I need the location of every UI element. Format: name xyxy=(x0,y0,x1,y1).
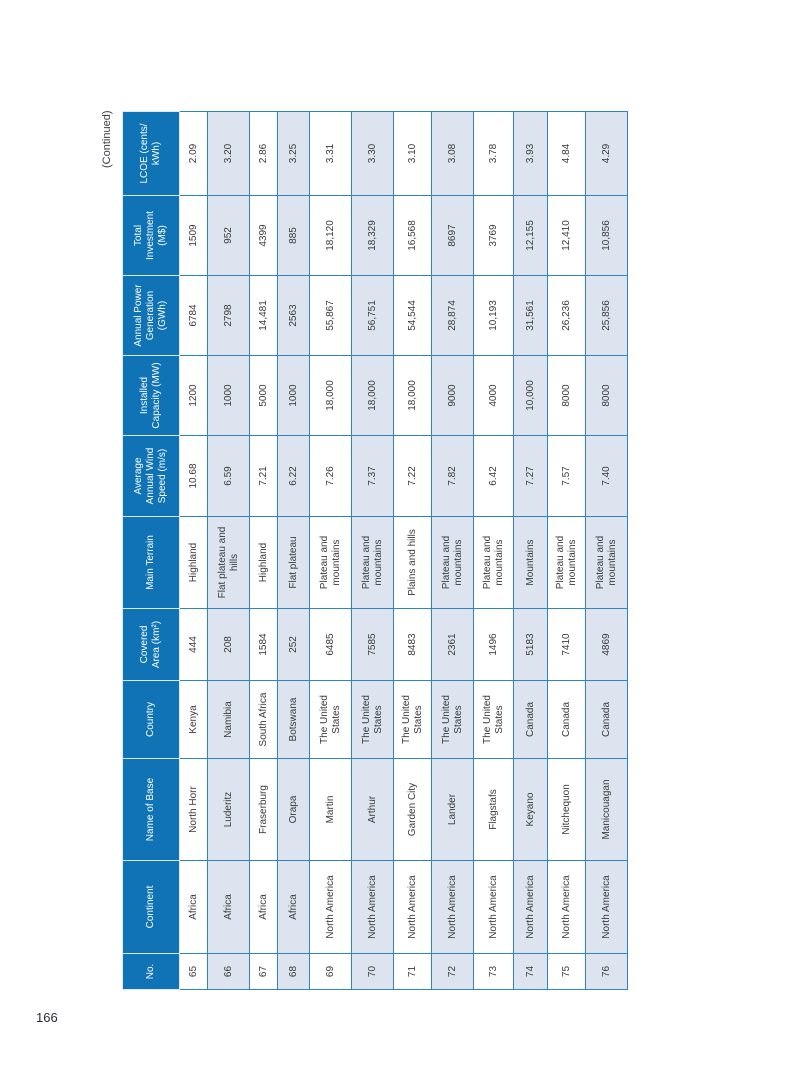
table-cell: 5183 xyxy=(514,609,548,681)
table-cell: 3.08 xyxy=(432,112,474,196)
table-cell: 6485 xyxy=(310,609,352,681)
table-row xyxy=(310,112,352,990)
table-cell: 8697 xyxy=(432,196,474,276)
table-cell: 1584 xyxy=(250,609,278,681)
table-cell: 16,568 xyxy=(394,196,432,276)
table-cell: 7.26 xyxy=(310,436,352,517)
table-cell: Botswana xyxy=(278,681,310,759)
table-row xyxy=(548,112,586,990)
table-cell: Plains and hills xyxy=(394,517,432,609)
table-cell: 71 xyxy=(394,954,432,990)
column-header: LCOE (cents/ kWh) xyxy=(123,112,180,196)
table-row xyxy=(394,112,432,990)
table-cell: Flagstafs xyxy=(474,759,514,861)
table-cell: 4869 xyxy=(586,609,628,681)
table-cell: 2.09 xyxy=(180,112,208,196)
table-cell: 885 xyxy=(278,196,310,276)
table-cell: North America xyxy=(548,861,586,954)
rotated-table-container xyxy=(122,112,626,990)
table-cell: Garden City xyxy=(394,759,432,861)
table-cell: 31,561 xyxy=(514,276,548,356)
table-cell: Manicouagan xyxy=(586,759,628,861)
table-cell: 10,000 xyxy=(514,356,548,436)
table-cell: 4.84 xyxy=(548,112,586,196)
table-cell: The United States xyxy=(474,681,514,759)
table-cell: 252 xyxy=(278,609,310,681)
table-cell: 6.22 xyxy=(278,436,310,517)
table-cell: 66 xyxy=(208,954,250,990)
table-cell: North America xyxy=(352,861,394,954)
table-cell: Plateau and mountains xyxy=(474,517,514,609)
table-cell: Africa xyxy=(278,861,310,954)
table-cell: 9000 xyxy=(432,356,474,436)
table-cell: South Africa xyxy=(250,681,278,759)
column-header: Annual Power Generation (GWh) xyxy=(123,276,180,356)
table-cell: 26,236 xyxy=(548,276,586,356)
table-cell: Plateau and mountains xyxy=(310,517,352,609)
table-cell: 3.31 xyxy=(310,112,352,196)
table-cell: 7.40 xyxy=(586,436,628,517)
table-cell: Kenya xyxy=(180,681,208,759)
table-cell: 55,867 xyxy=(310,276,352,356)
table-cell: Africa xyxy=(250,861,278,954)
table-cell: The United States xyxy=(432,681,474,759)
table-cell: Highland xyxy=(180,517,208,609)
table-cell: North America xyxy=(310,861,352,954)
table-cell: Africa xyxy=(208,861,250,954)
table-cell: Canada xyxy=(514,681,548,759)
column-header: Main Terrain xyxy=(123,517,180,609)
table-row xyxy=(278,112,310,990)
table-cell: 67 xyxy=(250,954,278,990)
table-cell: 4399 xyxy=(250,196,278,276)
table-cell: The United States xyxy=(310,681,352,759)
column-header: Name of Base xyxy=(123,759,180,861)
table-cell: 3.78 xyxy=(474,112,514,196)
table-cell: 7.27 xyxy=(514,436,548,517)
table-cell: 75 xyxy=(548,954,586,990)
table-header-row xyxy=(123,112,180,990)
table-row xyxy=(514,112,548,990)
table-cell: Namibia xyxy=(208,681,250,759)
table-cell: 18,120 xyxy=(310,196,352,276)
table-cell: 7.21 xyxy=(250,436,278,517)
table-cell: 2361 xyxy=(432,609,474,681)
table-cell: 6.42 xyxy=(474,436,514,517)
table-cell: Arthur xyxy=(352,759,394,861)
table-cell: 3.30 xyxy=(352,112,394,196)
table-cell: 76 xyxy=(586,954,628,990)
table-cell: 3.10 xyxy=(394,112,432,196)
table-cell: 6.59 xyxy=(208,436,250,517)
table-row xyxy=(208,112,250,990)
table-cell: 8000 xyxy=(586,356,628,436)
table-cell: 72 xyxy=(432,954,474,990)
table-cell: 7.57 xyxy=(548,436,586,517)
table-row xyxy=(586,112,628,990)
table-cell: 5000 xyxy=(250,356,278,436)
table-cell: Africa xyxy=(180,861,208,954)
column-header: No. xyxy=(123,954,180,990)
table-cell: 12,410 xyxy=(548,196,586,276)
table-cell: Plateau and mountains xyxy=(586,517,628,609)
table-cell: 2563 xyxy=(278,276,310,356)
table-cell: Keyano xyxy=(514,759,548,861)
table-cell: 7585 xyxy=(352,609,394,681)
page-number: 166 xyxy=(36,1010,58,1025)
table-cell: 2.86 xyxy=(250,112,278,196)
column-header: Total Investment (M$) xyxy=(123,196,180,276)
table-rotation-inner xyxy=(122,112,626,990)
table-cell: Plateau and mountains xyxy=(352,517,394,609)
table-cell: North America xyxy=(432,861,474,954)
table-cell: 10,856 xyxy=(586,196,628,276)
table-row xyxy=(474,112,514,990)
column-header: Continent xyxy=(123,861,180,954)
table-cell: North America xyxy=(514,861,548,954)
table-cell: 56,751 xyxy=(352,276,394,356)
table-cell: Luderitz xyxy=(208,759,250,861)
table-cell: 69 xyxy=(310,954,352,990)
table-cell: 3.20 xyxy=(208,112,250,196)
table-cell: 18,000 xyxy=(352,356,394,436)
column-header: Covered Area (km²) xyxy=(123,609,180,681)
wind-base-data-table xyxy=(122,111,628,990)
column-header: Installed Capacity (MW) xyxy=(123,356,180,436)
table-body xyxy=(180,112,628,990)
table-cell: Lander xyxy=(432,759,474,861)
table-cell: Fraserburg xyxy=(250,759,278,861)
table-row xyxy=(180,112,208,990)
table-cell: The United States xyxy=(394,681,432,759)
table-cell: 18,000 xyxy=(394,356,432,436)
column-header: Country xyxy=(123,681,180,759)
table-cell: 25,856 xyxy=(586,276,628,356)
table-cell: 65 xyxy=(180,954,208,990)
table-cell: 18,329 xyxy=(352,196,394,276)
table-cell: 68 xyxy=(278,954,310,990)
table-cell: Canada xyxy=(548,681,586,759)
table-cell: Canada xyxy=(586,681,628,759)
table-cell: 1000 xyxy=(278,356,310,436)
table-cell: Plateau and mountains xyxy=(432,517,474,609)
table-cell: 6784 xyxy=(180,276,208,356)
table-cell: Martin xyxy=(310,759,352,861)
table-cell: 74 xyxy=(514,954,548,990)
table-cell: Nitchequon xyxy=(548,759,586,861)
table-cell: 1496 xyxy=(474,609,514,681)
column-header: Average Annual Wind Speed (m/s) xyxy=(123,436,180,517)
table-cell: Flat plateau xyxy=(278,517,310,609)
table-cell: North America xyxy=(586,861,628,954)
table-cell: 4000 xyxy=(474,356,514,436)
table-cell: Mountains xyxy=(514,517,548,609)
table-row xyxy=(432,112,474,990)
table-cell: 12,155 xyxy=(514,196,548,276)
table-cell: 1000 xyxy=(208,356,250,436)
table-cell: 14,481 xyxy=(250,276,278,356)
table-cell: 70 xyxy=(352,954,394,990)
table-cell: 18,000 xyxy=(310,356,352,436)
table-cell: 2798 xyxy=(208,276,250,356)
table-cell: 54,544 xyxy=(394,276,432,356)
table-cell: 8483 xyxy=(394,609,432,681)
table-cell: 7410 xyxy=(548,609,586,681)
table-cell: North America xyxy=(394,861,432,954)
table-cell: 4.29 xyxy=(586,112,628,196)
table-cell: 10.68 xyxy=(180,436,208,517)
table-cell: 8000 xyxy=(548,356,586,436)
table-cell: 1509 xyxy=(180,196,208,276)
table-cell: 73 xyxy=(474,954,514,990)
table-cell: Plateau and mountains xyxy=(548,517,586,609)
table-cell: 1200 xyxy=(180,356,208,436)
table-cell: 10,193 xyxy=(474,276,514,356)
table-cell: 7.82 xyxy=(432,436,474,517)
table-cell: 3.25 xyxy=(278,112,310,196)
table-cell: 28,874 xyxy=(432,276,474,356)
table-cell: 3769 xyxy=(474,196,514,276)
table-cell: North Horr xyxy=(180,759,208,861)
table-cell: Flat plateau and hills xyxy=(208,517,250,609)
table-cell: North America xyxy=(474,861,514,954)
table-row xyxy=(250,112,278,990)
table-cell: Highland xyxy=(250,517,278,609)
table-cell: Orapa xyxy=(278,759,310,861)
table-cell: The United States xyxy=(352,681,394,759)
table-cell: 208 xyxy=(208,609,250,681)
table-cell: 7.22 xyxy=(394,436,432,517)
table-cell: 444 xyxy=(180,609,208,681)
table-cell: 3.93 xyxy=(514,112,548,196)
table-row xyxy=(352,112,394,990)
table-cell: 7.37 xyxy=(352,436,394,517)
table-continued-note: (Continued) xyxy=(101,110,113,168)
table-cell: 952 xyxy=(208,196,250,276)
